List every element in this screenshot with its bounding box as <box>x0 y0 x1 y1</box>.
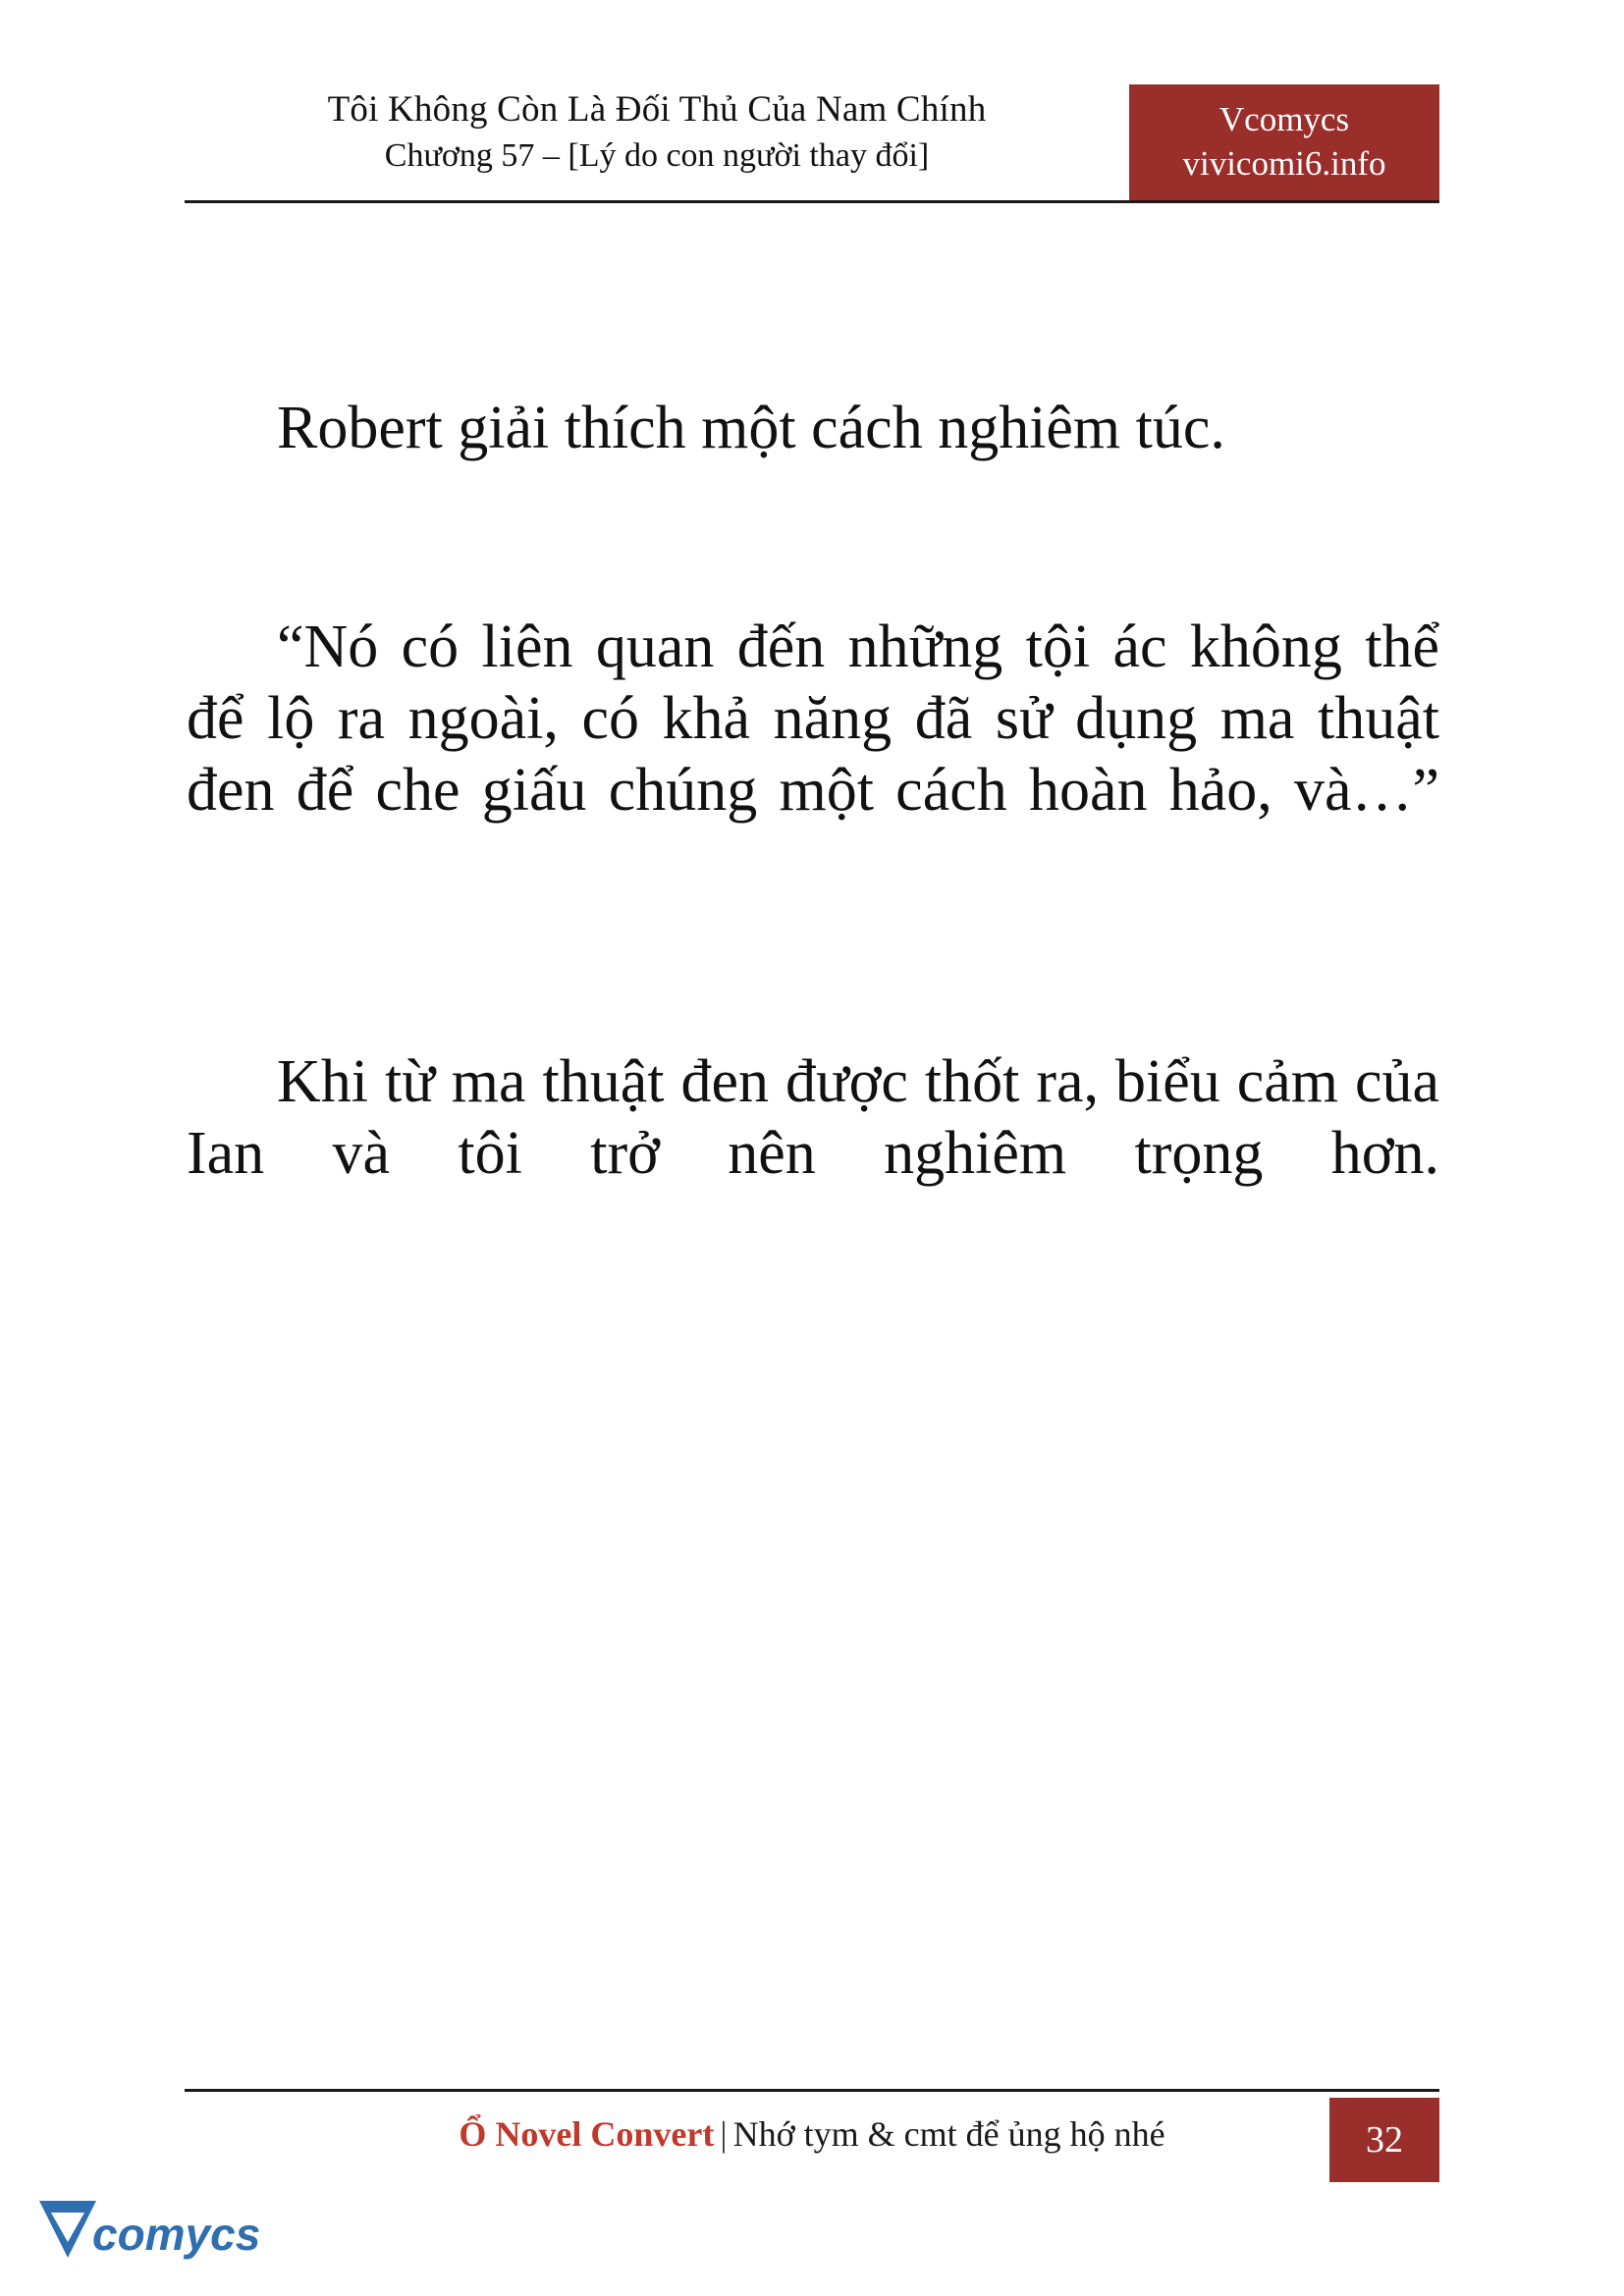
header-divider <box>185 200 1439 203</box>
page-footer <box>185 2089 1439 2182</box>
paragraph: “Nó có liên quan đến những tội ác không thể để lộ ra ngoài, có khả năng đã sử dụng ma thuật đen để che giấu chúng một cách hoàn hảo, và…” <box>187 614 1439 825</box>
page-content <box>187 393 1439 1261</box>
page-number-badge: 32 <box>1329 2098 1439 2182</box>
footer-note: Nhớ tym & cmt để ủng hộ nhé <box>732 2114 1165 2154</box>
footer-row <box>185 2106 1439 2182</box>
page-header-inner <box>185 86 1439 200</box>
header-title-block <box>185 86 1129 179</box>
paragraph: Khi từ ma thuật đen được thốt ra, biểu cảm của Ian và tôi trở nên nghiêm trọng hơn. <box>187 1047 1439 1187</box>
page-header <box>185 86 1439 224</box>
brand-name: Vcomycs <box>1218 100 1350 139</box>
chapter-title: Chương 57 – [Lý do con người thay đổi] <box>384 136 930 174</box>
svg-text:comycs: comycs <box>92 2209 261 2260</box>
footer-credit <box>185 2113 1439 2155</box>
footer-divider <box>185 2089 1439 2092</box>
book-title: Tôi Không Còn Là Đối Thủ Của Nam Chính <box>327 89 987 130</box>
footer-brand: Ổ Novel Convert <box>459 2114 715 2154</box>
brand-url: vivicomi6.info <box>1182 144 1386 183</box>
brand-badge <box>1129 84 1439 200</box>
footer-separator: | <box>720 2114 728 2154</box>
vcomycs-watermark-logo <box>35 2197 261 2281</box>
paragraph: Robert giải thích một cách nghiêm túc. <box>277 395 1225 461</box>
